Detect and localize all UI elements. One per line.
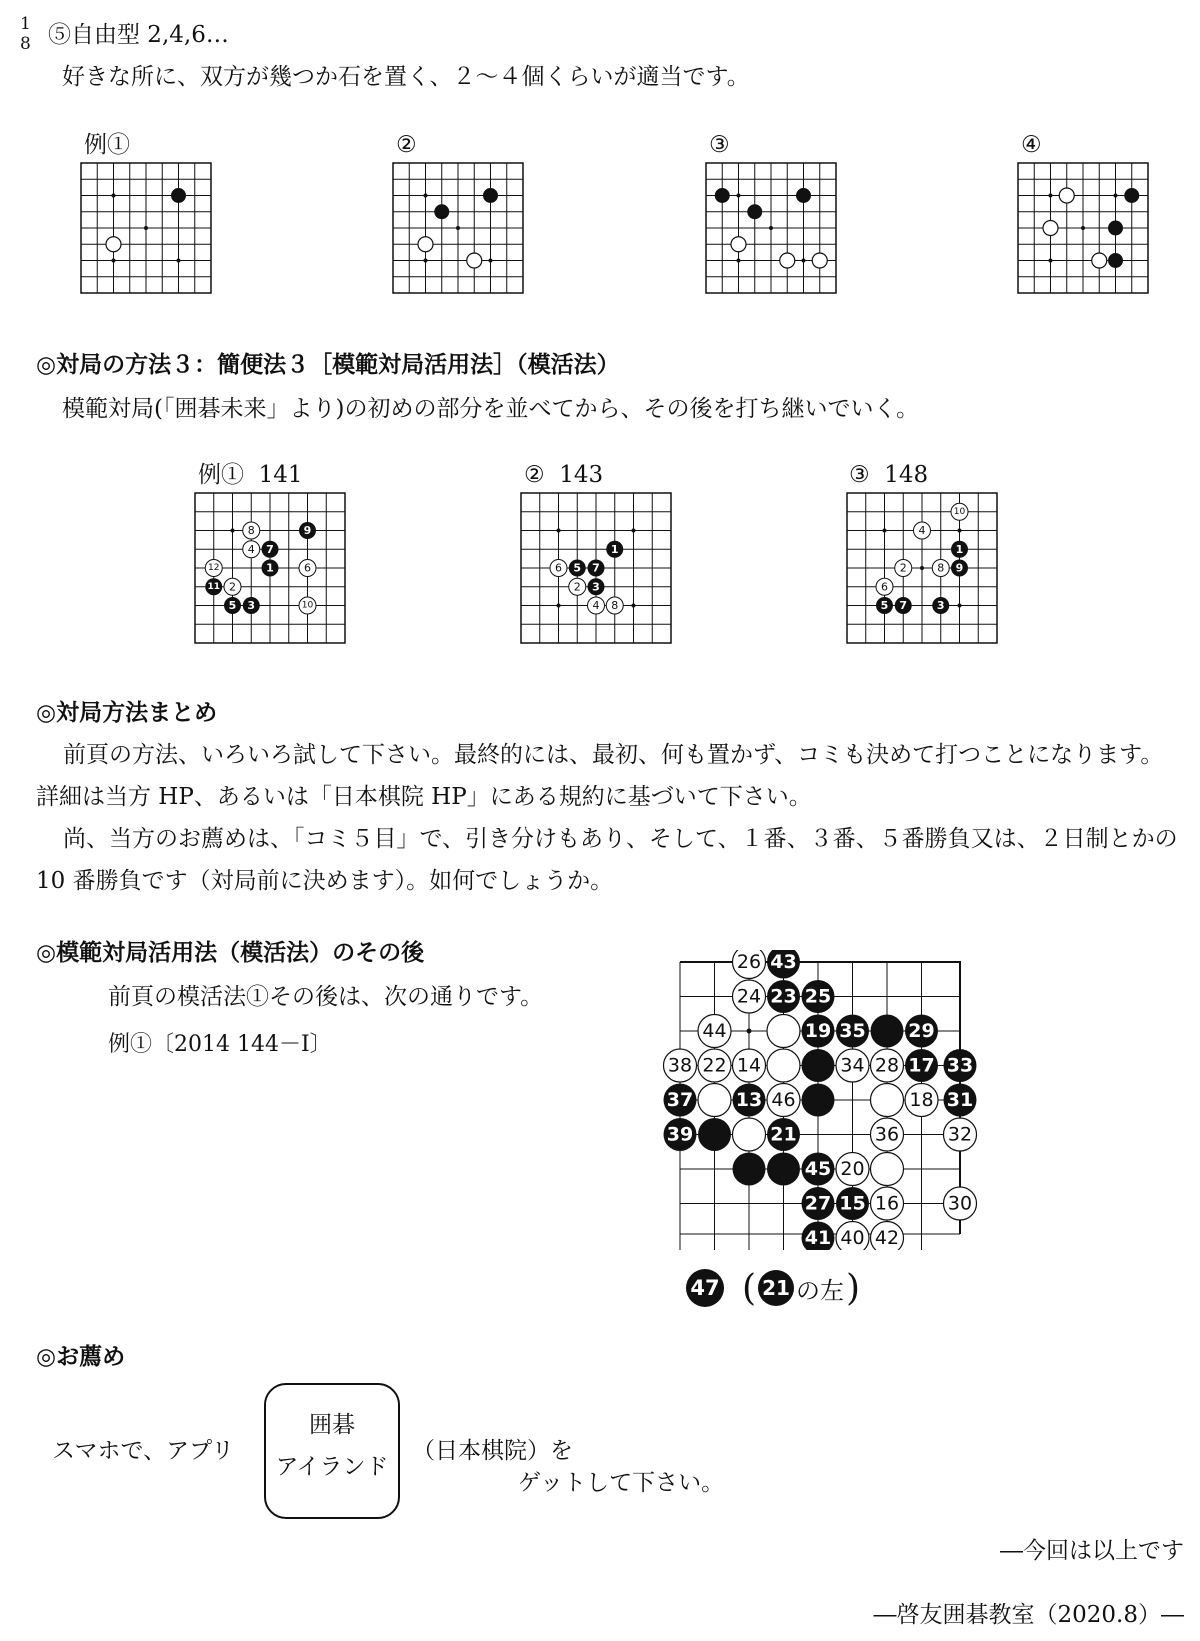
white-stone-6 [876,578,893,595]
black-stone [715,188,730,203]
black-stone-13 [733,1084,766,1117]
black-stone-5 [224,597,241,614]
white-stone-20 [836,1153,869,1186]
black-stone [802,1049,835,1082]
black-stone-9 [299,522,316,539]
svg-text:4: 4 [592,599,600,612]
white-stone-8 [243,522,260,539]
black-stone [802,1084,835,1117]
black-stone [171,188,186,203]
go-board-example-1 [80,162,212,294]
white-stone-8 [932,560,949,577]
black-stone [767,1153,800,1186]
white-stone [731,237,746,252]
svg-text:36: 36 [874,1123,900,1146]
after-description: 前頁の模活法①その後は、次の通りです。 [108,984,544,1010]
black-stone-25 [802,980,835,1013]
black-stone-33 [944,1049,977,1082]
white-stone-22 [698,1049,731,1082]
white-stone [1043,221,1058,236]
black-stone-41 [802,1222,835,1251]
white-stone [780,253,795,268]
note-text: の左 [796,1276,845,1305]
black-stone-7 [262,541,279,558]
white-stone [767,1049,800,1082]
example-label-1 [198,464,303,487]
svg-text:3: 3 [936,599,945,612]
white-stone-36 [871,1118,904,1151]
svg-text:7: 7 [266,542,274,556]
svg-text:22: 22 [702,1054,727,1077]
black-stone-19 [802,1015,835,1048]
white-stone-34 [836,1049,869,1082]
svg-text:2: 2 [899,561,907,575]
diagram-label-3: ③ [709,132,730,158]
black-stone [733,1153,766,1186]
svg-text:12: 12 [208,563,220,573]
page-number: 18 [20,14,31,54]
white-stone-16 [871,1187,904,1220]
black-stone [483,188,498,203]
white-stone-2 [569,578,586,595]
svg-text:33: 33 [946,1054,974,1077]
white-stone [767,1015,800,1048]
svg-text:27: 27 [804,1192,832,1215]
footer-text: ―啓友囲碁教室（2020.8）― [873,1602,1184,1628]
svg-text:6: 6 [881,580,888,594]
white-stone-4 [243,541,260,558]
white-stone [418,237,433,252]
go-board-example-3 [705,162,837,294]
black-stone [1108,221,1123,236]
svg-text:3: 3 [592,580,600,594]
move-note [686,1266,860,1310]
app-name-line-2: アイランド [275,1454,389,1480]
svg-text:43: 43 [770,951,797,973]
svg-text:30: 30 [947,1192,973,1215]
white-stone-2 [895,560,912,577]
svg-text:35: 35 [839,1020,866,1042]
method3-description: 模範対局(「囲碁未来」より)の初めの部分を並べてから、その後を打ち継いでいく。 [62,396,919,422]
svg-text:20: 20 [840,1158,865,1180]
open-paren: ( [742,1267,757,1309]
example-number: 143 [559,462,604,488]
recommend-heading: ◎お薦め [36,1344,126,1370]
recommend-line-post: （日本棋院）を [412,1438,573,1464]
black-stone-5 [876,597,893,614]
svg-text:28: 28 [874,1054,900,1077]
recommend-line-post-2: ゲットして下さい。 [518,1470,725,1496]
svg-text:42: 42 [874,1227,900,1249]
black-stone-15 [836,1187,869,1220]
svg-text:44: 44 [702,1020,727,1042]
svg-text:8: 8 [937,561,945,575]
svg-text:9: 9 [955,561,964,575]
svg-text:1: 1 [955,542,964,556]
black-stone-35 [836,1015,869,1048]
svg-text:15: 15 [839,1192,866,1215]
example-label-text: 例① [198,462,244,488]
section-title: ⑤自由型 2,4,6… [48,22,229,48]
svg-text:4: 4 [247,542,255,556]
black-stone [796,188,811,203]
svg-text:5: 5 [228,599,237,612]
black-stone-9 [951,560,968,577]
after-heading: ◎模範対局活用法（模活法）のその後 [36,940,425,966]
go-board-example-2 [392,162,524,294]
svg-text:5: 5 [573,561,582,575]
white-stone [812,253,827,268]
black-stone-45 [802,1153,835,1186]
svg-text:25: 25 [804,985,832,1008]
svg-text:39: 39 [666,1123,694,1146]
svg-text:4: 4 [918,524,926,537]
svg-text:45: 45 [804,1158,832,1180]
black-stone-43 [767,950,800,979]
white-stone-38 [664,1049,697,1082]
white-stone-40 [836,1222,869,1251]
svg-text:17: 17 [908,1054,935,1077]
svg-text:16: 16 [874,1192,900,1215]
method3-heading: ◎対局の方法３：簡便法３［模範対局活用法］（模活法） [36,352,620,378]
svg-text:10: 10 [301,600,314,611]
svg-text:7: 7 [592,561,600,575]
black-stone-5 [569,560,586,577]
svg-text:1: 1 [610,542,619,556]
black-stone [698,1118,731,1151]
example-label-text: ③ [849,462,870,488]
svg-text:8: 8 [611,599,619,612]
svg-text:8: 8 [247,524,255,537]
black-stone-3 [588,578,605,595]
svg-text:24: 24 [736,985,762,1008]
svg-text:2: 2 [573,580,581,594]
black-stone-39 [664,1118,697,1151]
svg-text:3: 3 [247,599,256,612]
diagram-label-1: 例① [84,132,130,158]
black-stone-3 [932,597,949,614]
black-stone-3 [243,597,260,614]
black-stone [1108,253,1123,268]
white-stone-28 [871,1049,904,1082]
svg-text:40: 40 [840,1227,865,1249]
svg-text:6: 6 [304,561,311,575]
summary-heading: ◎対局方法まとめ [36,700,218,726]
black-stone-1 [606,541,623,558]
svg-text:21: 21 [770,1123,797,1146]
svg-text:46: 46 [771,1089,796,1111]
white-stone [1059,188,1074,203]
white-stone [1092,253,1107,268]
svg-text:18: 18 [909,1089,934,1111]
summary-paragraph-1: 前頁の方法、いろいろ試して下さい。最終的には、最初、何も置かず、コミも決めて打つことになります。詳細は当方 HP、あるいは「日本棋院 HP」にある規約に基づいて下さい。 [36,742,1164,810]
go-board-example-4 [1017,162,1149,294]
white-stone [698,1084,731,1117]
white-stone-12 [205,560,222,577]
white-stone-46 [767,1084,800,1117]
black-stone-21-ref: 21 [758,1270,794,1306]
white-stone-30 [944,1187,977,1220]
svg-text:31: 31 [946,1089,974,1111]
white-stone-32 [944,1118,977,1151]
black-stone [434,204,449,219]
black-stone-23 [767,980,800,1013]
black-stone [1124,188,1139,203]
white-stone-4 [588,597,605,614]
example-label-3 [849,464,928,487]
example-number: 148 [884,462,929,488]
white-stone-6 [299,560,316,577]
white-stone-2 [224,578,241,595]
black-stone-21 [767,1118,800,1151]
black-stone-37 [664,1084,697,1117]
svg-text:10: 10 [953,506,966,517]
black-stone-29 [905,1015,938,1048]
black-stone-17 [905,1049,938,1082]
white-stone [871,1084,904,1117]
svg-text:5: 5 [880,599,889,612]
black-stone-7 [895,597,912,614]
svg-text:19: 19 [804,1020,832,1042]
black-stone-7 [588,560,605,577]
diagram-label-2: ② [396,132,417,158]
black-stone-11 [205,578,222,595]
app-name-box [264,1383,400,1519]
svg-text:11: 11 [207,581,221,592]
black-stone-1 [262,560,279,577]
close-paren: ) [846,1267,861,1309]
app-name-line-1: 囲碁 [309,1412,355,1438]
white-stone-8 [606,597,623,614]
white-stone-26 [733,950,766,979]
white-stone-10 [951,503,968,520]
go-board-game-143 [520,492,672,644]
example-number: 141 [258,462,303,488]
svg-text:1: 1 [266,561,274,575]
svg-text:13: 13 [735,1089,763,1111]
black-stone [871,1015,904,1048]
summary-paragraph-2: 尚、当方のお薦めは、「コミ５目」で、引き分けもあり、そして、１番、３番、５番勝負又は、２日制とかの 10 番勝負です（対局前に決めます）。如何でしょうか。 [36,826,1178,894]
black-stone [747,204,762,219]
svg-text:32: 32 [947,1123,973,1146]
closing-text: ―今回は以上です [1000,1538,1184,1564]
svg-text:7: 7 [899,599,908,612]
svg-text:29: 29 [908,1020,935,1042]
after-reference: 例①〔2014 144－I〕 [108,1032,332,1057]
white-stone [733,1118,766,1151]
black-stone-27 [802,1187,835,1220]
white-stone-42 [871,1222,904,1251]
svg-text:9: 9 [303,524,312,537]
white-stone-4 [914,522,931,539]
white-stone [871,1153,904,1186]
go-board-continuation [660,950,980,1250]
white-stone-6 [550,560,567,577]
example-label-2 [524,464,603,487]
svg-text:34: 34 [840,1054,865,1077]
white-stone-10 [299,597,316,614]
black-stone-31 [944,1084,977,1117]
example-label-text: ② [524,462,545,488]
black-stone-47: 47 [686,1269,724,1307]
svg-text:26: 26 [736,951,762,973]
svg-text:41: 41 [804,1227,832,1249]
svg-text:23: 23 [770,985,797,1008]
section-description: 好きな所に、双方が幾つか石を置く、２～４個くらいが適当です。 [62,64,750,90]
recommend-line-pre: スマホで、アプリ [52,1438,235,1464]
svg-text:38: 38 [667,1054,693,1077]
black-stone-1 [951,541,968,558]
svg-text:37: 37 [666,1089,694,1111]
svg-text:6: 6 [555,561,562,575]
white-stone-14 [733,1049,766,1082]
svg-text:2: 2 [229,580,236,594]
white-stone-24 [733,980,766,1013]
go-board-game-141 [194,492,346,644]
go-board-game-148 [846,492,998,644]
white-stone [467,253,482,268]
white-stone-18 [905,1084,938,1117]
svg-text:14: 14 [736,1054,762,1077]
diagram-label-4: ④ [1021,132,1042,158]
white-stone [106,237,121,252]
white-stone-44 [698,1015,731,1048]
